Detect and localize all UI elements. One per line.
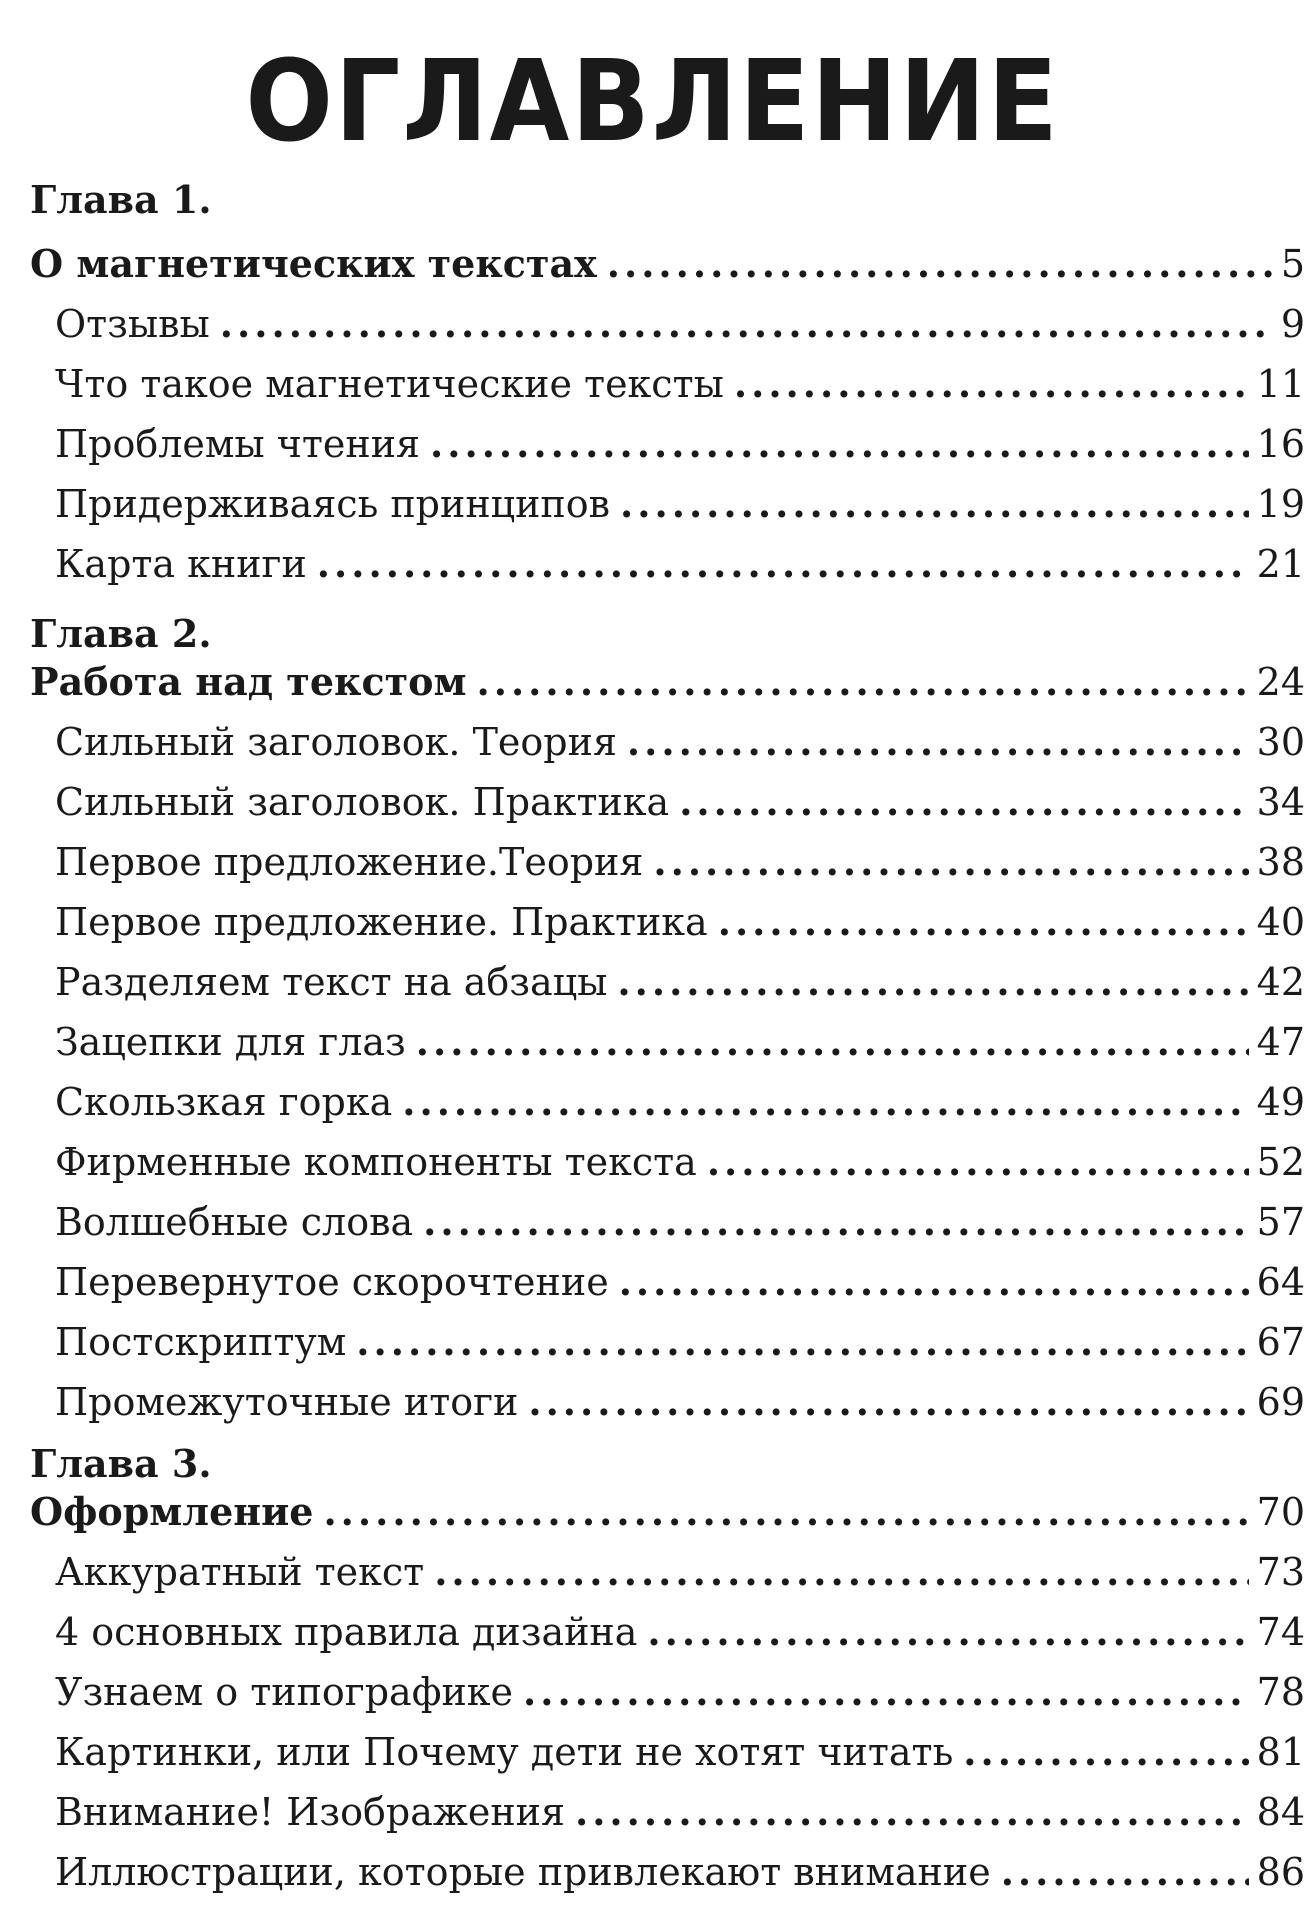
toc-entry-page: 64 bbox=[1256, 1260, 1305, 1304]
toc-entry-page: 38 bbox=[1256, 840, 1305, 884]
toc-entry-page: 70 bbox=[1256, 1490, 1305, 1534]
toc-entry-title: Скользкая горка bbox=[55, 1080, 393, 1124]
toc-entry-title: 4 основных правила дизайна bbox=[55, 1610, 638, 1654]
toc-entry-title: Промежуточные итоги bbox=[55, 1380, 519, 1424]
toc-entry bbox=[55, 778, 1305, 826]
toc-entry-page: 86 bbox=[1256, 1850, 1305, 1894]
dot-leader bbox=[620, 488, 1249, 528]
toc-entry bbox=[55, 1138, 1305, 1186]
toc-entry-page: 9 bbox=[1280, 302, 1305, 346]
toc-entry-page: 57 bbox=[1256, 1200, 1305, 1244]
toc-entry bbox=[55, 1378, 1305, 1426]
toc-entry bbox=[55, 1608, 1305, 1656]
dot-leader bbox=[416, 1026, 1249, 1066]
toc-entry bbox=[55, 1318, 1305, 1366]
toc-entry-page: 16 bbox=[1256, 422, 1305, 466]
toc-entry bbox=[55, 1258, 1305, 1306]
toc-entry-title: Аккуратный текст bbox=[55, 1550, 425, 1594]
chapter-title-entry bbox=[30, 1488, 1305, 1536]
toc-entry bbox=[55, 898, 1305, 946]
dot-leader bbox=[734, 368, 1249, 408]
chapter-label bbox=[30, 1440, 1305, 1488]
chapter-label bbox=[30, 610, 1305, 658]
toc-entry-page: 42 bbox=[1256, 960, 1305, 1004]
toc-entry-title: Работа над текстом bbox=[30, 659, 467, 704]
toc-entry-page: 81 bbox=[1256, 1730, 1305, 1774]
toc-entry bbox=[55, 420, 1305, 468]
dot-leader bbox=[323, 1496, 1248, 1536]
toc-entry-title: Сильный заголовок. Практика bbox=[55, 780, 670, 824]
toc-entry bbox=[55, 1018, 1305, 1066]
toc-entry-page: 52 bbox=[1256, 1140, 1305, 1184]
dot-leader bbox=[617, 966, 1248, 1006]
toc-entry bbox=[55, 718, 1305, 766]
chapter-label bbox=[30, 176, 1305, 224]
toc-entry-title: Фирменные компоненты текста bbox=[55, 1140, 697, 1184]
toc-entry-page: 11 bbox=[1256, 362, 1305, 406]
toc-entry bbox=[55, 1728, 1305, 1776]
toc-entry-title: Придерживаясь принципов bbox=[55, 482, 611, 526]
toc-entry-page: 73 bbox=[1256, 1550, 1305, 1594]
toc-entry bbox=[55, 838, 1305, 886]
toc-entry-title: Узнаем о типографике bbox=[55, 1670, 514, 1714]
dot-leader bbox=[220, 308, 1273, 348]
toc-entry-title: Внимание! Изображения bbox=[55, 1790, 565, 1834]
toc-entry-page: 40 bbox=[1256, 900, 1305, 944]
toc-entry-title: Первое предложение. Практика bbox=[55, 900, 708, 944]
toc-entry-page: 19 bbox=[1256, 482, 1305, 526]
dot-leader bbox=[718, 906, 1249, 946]
toc-entry bbox=[55, 300, 1305, 348]
toc-entry-page: 69 bbox=[1256, 1380, 1305, 1424]
dot-leader bbox=[476, 666, 1248, 706]
dot-leader bbox=[402, 1086, 1248, 1126]
dot-leader bbox=[1001, 1856, 1249, 1896]
page-title: ОГЛАВЛЕНИЕ bbox=[245, 37, 1060, 167]
dot-leader bbox=[647, 1616, 1248, 1656]
dot-leader bbox=[607, 248, 1273, 288]
chapter-title-entry bbox=[30, 240, 1305, 288]
dot-leader bbox=[434, 1556, 1248, 1596]
toc-entry-title: Проблемы чтения bbox=[55, 422, 420, 466]
toc-entry-title: Разделяем текст на абзацы bbox=[55, 960, 608, 1004]
toc-entry-page: 34 bbox=[1256, 780, 1305, 824]
toc-entry bbox=[55, 540, 1305, 588]
toc-entry bbox=[55, 1668, 1305, 1716]
dot-leader bbox=[528, 1386, 1248, 1426]
toc-entry bbox=[55, 480, 1305, 528]
toc-entry-page: 78 bbox=[1256, 1670, 1305, 1714]
dot-leader bbox=[423, 1206, 1249, 1246]
toc-entry bbox=[55, 360, 1305, 408]
toc-entry-title: Отзывы bbox=[55, 302, 210, 346]
toc-entry bbox=[55, 1078, 1305, 1126]
toc-entry bbox=[55, 1848, 1305, 1896]
dot-leader bbox=[679, 786, 1248, 826]
toc-entry-title: Сильный заголовок. Теория bbox=[55, 720, 617, 764]
toc-entry-title: Что такое магнетические тексты bbox=[55, 362, 724, 406]
toc-entry-page: 49 bbox=[1256, 1080, 1305, 1124]
toc-entry-title: О магнетических текстах bbox=[30, 241, 597, 286]
toc-entry bbox=[55, 1548, 1305, 1596]
toc-entry-title: Первое предложение.Теория bbox=[55, 840, 644, 884]
toc-entry-title: Перевернутое скорочтение bbox=[55, 1260, 609, 1304]
toc-entry-page: 21 bbox=[1256, 542, 1305, 586]
dot-leader bbox=[523, 1676, 1249, 1716]
toc-entry-page: 47 bbox=[1256, 1020, 1305, 1064]
dot-leader bbox=[653, 846, 1248, 886]
toc-entry bbox=[55, 958, 1305, 1006]
dot-leader bbox=[619, 1266, 1249, 1306]
toc-entry-title: Зацепки для глаз bbox=[55, 1020, 406, 1064]
dot-leader bbox=[356, 1326, 1248, 1366]
toc-entry-title: Постскриптум bbox=[55, 1320, 347, 1364]
dot-leader bbox=[627, 726, 1249, 766]
toc-entry-page: 5 bbox=[1280, 242, 1305, 286]
toc-entry-title: Глава 3. bbox=[30, 1441, 212, 1486]
toc-entry-page: 30 bbox=[1256, 720, 1305, 764]
toc-entry-page: 74 bbox=[1256, 1610, 1305, 1654]
toc-entry-page: 67 bbox=[1256, 1320, 1305, 1364]
toc-entry-title: Волшебные слова bbox=[55, 1200, 414, 1244]
toc-entry-page: 24 bbox=[1256, 660, 1305, 704]
dot-leader bbox=[430, 428, 1249, 468]
toc-entry bbox=[55, 1198, 1305, 1246]
dot-leader bbox=[575, 1796, 1249, 1836]
toc-entry-page: 84 bbox=[1256, 1790, 1305, 1834]
toc-entry-title: Оформление bbox=[30, 1489, 314, 1534]
toc-entry-title: Иллюстрации, которые привлекают внимание bbox=[55, 1850, 991, 1894]
dot-leader bbox=[963, 1736, 1248, 1776]
chapter-title-entry bbox=[30, 658, 1305, 706]
toc-entry-title: Карта книги bbox=[55, 542, 307, 586]
toc-entry-title: Глава 2. bbox=[30, 611, 212, 656]
toc-entry-title: Картинки, или Почему дети не хотят читать bbox=[55, 1730, 954, 1774]
toc-entry bbox=[55, 1788, 1305, 1836]
toc-entry-title: Глава 1. bbox=[30, 177, 212, 222]
dot-leader bbox=[707, 1146, 1249, 1186]
dot-leader bbox=[317, 548, 1249, 588]
